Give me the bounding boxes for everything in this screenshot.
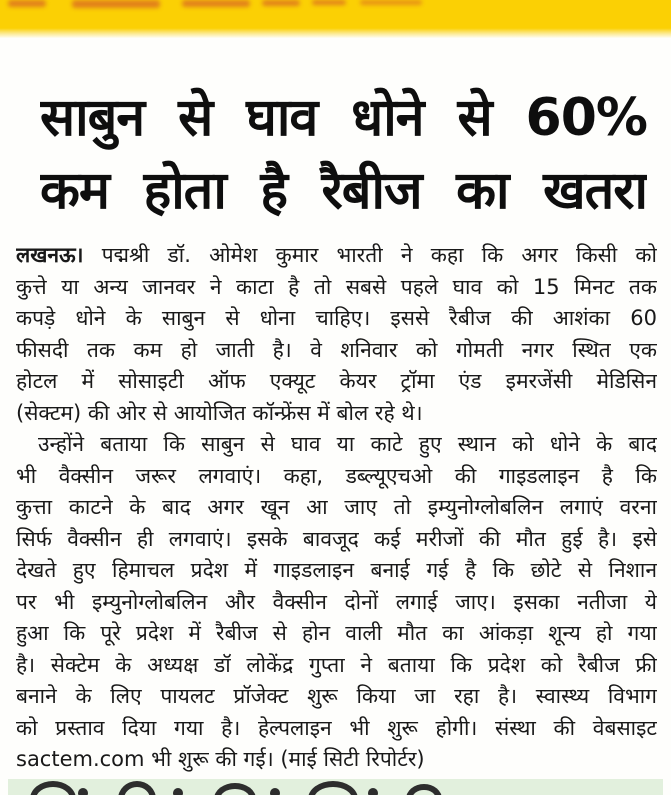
next-article-strip — [8, 779, 663, 795]
red-ink-smudge — [72, 0, 160, 8]
body-line: हुआ कि पूरे प्रदेश में रैबीज से होन वाली मौत का आंकड़ा शून्य हो गया — [16, 621, 657, 645]
cropped-glyph-fragment — [214, 783, 256, 795]
body-line: कपड़े धोने के साबुन से धोना चाहिए। इससे रैबीज की आशंका 60 — [16, 306, 657, 330]
body-line: फीसदी तक कम हो जाती है। वे शनिवार को गोमती नगर स्थित एक — [16, 337, 657, 362]
headline-line-1: साबुन से घाव धोने से 60% — [40, 88, 647, 148]
headline-line-2: कम होता है रैबीज का खतरा — [40, 161, 647, 221]
cropped-glyph-fragment — [368, 788, 378, 795]
red-ink-smudge — [360, 0, 422, 5]
body-line: sactem.com भी शुरू की गई। (माई सिटी रिपोर्टर) — [16, 747, 425, 771]
article-headline — [40, 82, 647, 228]
body-line: बनाने के लिए पायलट प्रॉजेक्ट शुरू किया जा रहा है। स्वास्थ्य विभाग — [16, 684, 657, 708]
red-ink-smudge — [262, 0, 300, 6]
top-yellow-banner — [0, 0, 671, 38]
body-line: सिर्फ वैक्सीन ही लगवाएं। इसके बावजूद कई मरीजों की मौत हुई है। इसे — [16, 526, 657, 551]
cropped-glyph-fragment — [308, 781, 358, 795]
body-line: कुत्ता काटने के बाद अगर खून आ जाए तो इम्युनोग्लोबलिन लगाएं वरना — [16, 495, 657, 519]
dateline: लखनऊ। — [16, 243, 84, 267]
body-line — [16, 240, 657, 272]
red-ink-smudge — [8, 0, 46, 7]
body-line: (सेक्टम) की ओर से आयोजित कॉन्फ्रेंस में बोल रहे थे। — [16, 400, 423, 425]
cropped-glyph-fragment — [270, 788, 280, 795]
body-line: पर भी इम्युनोग्लोबलिन और वैक्सीन दोनों लगाई जाए। इसका नतीजा ये — [16, 589, 657, 614]
body-line: भी वैक्सीन जरूर लगवाएं। कहा, डब्ल्यूएचओ की गाइडलाइन है कि — [16, 463, 657, 488]
cropped-glyph-fragment — [173, 788, 183, 795]
body-line: है। सेक्टेम के अध्यक्ष डॉ लोकेंद्र गुप्ता ने बताया कि प्रदेश को रैबीज फ्री — [16, 652, 657, 677]
cropped-glyph-fragment — [30, 781, 76, 795]
body-line: को प्रस्ताव दिया गया है। हेल्पलाइन भी शुरू होगी। संस्था की वेबसाइट — [16, 715, 657, 740]
article-body — [16, 240, 657, 776]
cropped-glyph-fragment — [78, 788, 88, 795]
cropped-glyph-fragment — [118, 781, 156, 795]
body-line: देखते हुए हिमाचल प्रदेश में गाइडलाइन बनाई गई है कि छोटे से निशान — [16, 558, 657, 582]
body-line: कुत्ते या अन्य जानवर ने काटा है तो सबसे पहले घाव को 15 मिनट तक — [16, 274, 657, 299]
red-ink-smudge — [182, 0, 250, 7]
cropped-glyph-fragment — [406, 784, 442, 795]
body-line: होटल में सोसाइटी ऑफ एक्यूट केयर ट्रॉमा एंड इमरजेंसी मेडिसिन — [16, 369, 657, 393]
red-ink-smudge — [312, 0, 346, 5]
body-line: उन्होंने बताया कि साबुन से घाव या काटे हुए स्थान को धोने के बाद — [38, 432, 657, 456]
body-line-text: पद्मश्री डॉ. ओमेश कुमार भारती ने कहा कि अगर किसी को — [83, 243, 657, 267]
